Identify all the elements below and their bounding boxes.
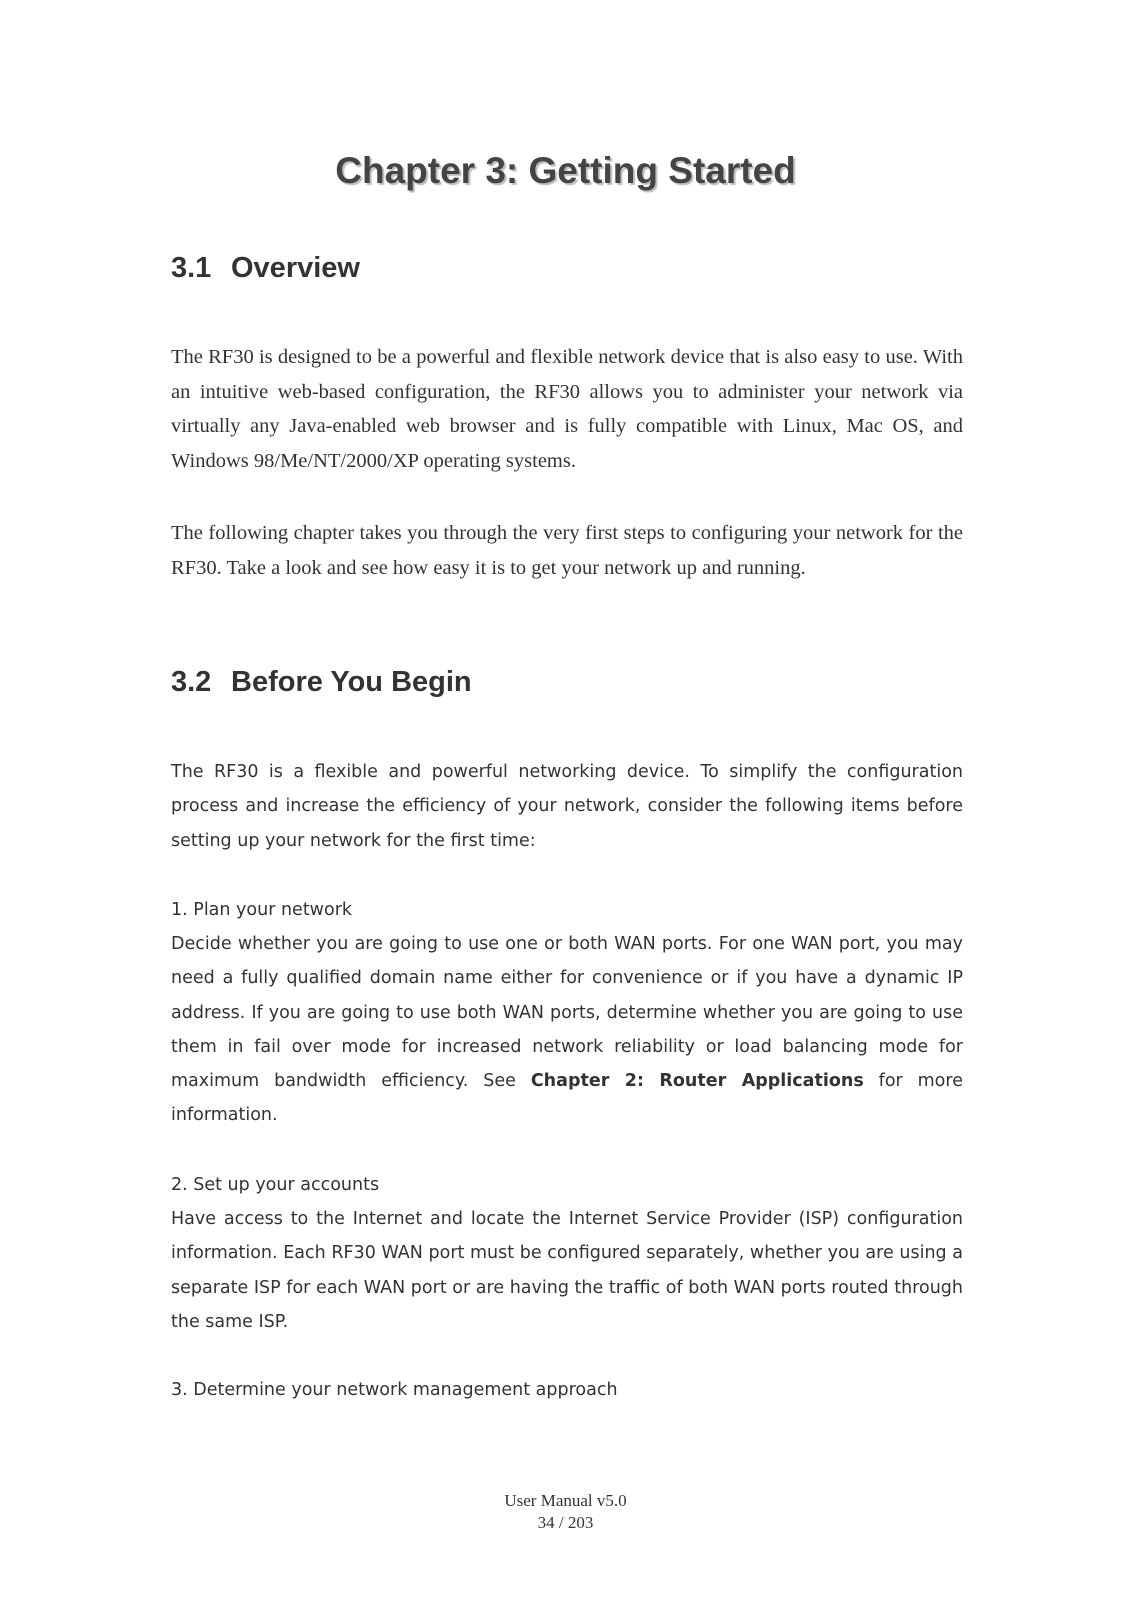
section-heading-overview [171,252,360,285]
footer-manual-version: User Manual v5.0 [504,1491,627,1510]
section-heading-before-you-begin [171,666,472,699]
item-body-text: Decide whether you are going to use one or both WAN ports. For one WAN port, you may need a fully qualified domain name either for convenience or if you have a dynamic IP address. If you are going to use both WAN ports, determine whether you are going to use them in fail over mode for increased network reliability or load balancing mode for maximum bandwidth efficiency. See [171,934,963,1092]
section-title: Overview [231,252,360,284]
chapter-title: Chapter 3: Getting Started [335,150,796,191]
before-you-begin-intro: The RF30 is a flexible and powerful networking device. To simplify the configuration process and increase the efficiency of your network, consider the following items before setting up your network for the first time: [171,762,963,851]
item-body-set-up-accounts: Have access to the Internet and locate the Internet Service Provider (ISP) configuration information. Each RF30 WAN port must be configured separately, whether you are using a separate ISP for each WAN port or are having the traffic of both WAN ports routed through the same ISP. [171,1209,963,1332]
chapter-reference: Chapter 2: Router Applications [530,1071,864,1092]
section-number: 3.1 [171,252,212,284]
footer-page-number: 34 / 203 [537,1513,594,1532]
section-number: 3.2 [171,666,212,698]
item-heading-set-up-accounts: 2. Set up your accounts [171,1175,380,1195]
section-title: Before You Begin [231,666,472,698]
item-body-plan-network [171,927,963,1133]
overview-paragraph-2: The following chapter takes you through the very first steps to configuring your network for the RF30. Take a look and see how easy it is to get your network up and running. [171,522,963,579]
item-heading-plan-network: 1. Plan your network [171,900,353,920]
overview-paragraph-1: The RF30 is designed to be a powerful and flexible network device that is also easy to use. With an intuitive web-based configuration, the RF30 allows you to administer your network via virtually any Java-enabled web browser and is fully compatible with Linux, Mac OS, and Windows 98/Me/NT/2000/XP operating systems. [171,346,963,472]
item-heading-network-management: 3. Determine your network management approach [171,1380,618,1400]
item-body-text: for more information. [171,1071,963,1126]
